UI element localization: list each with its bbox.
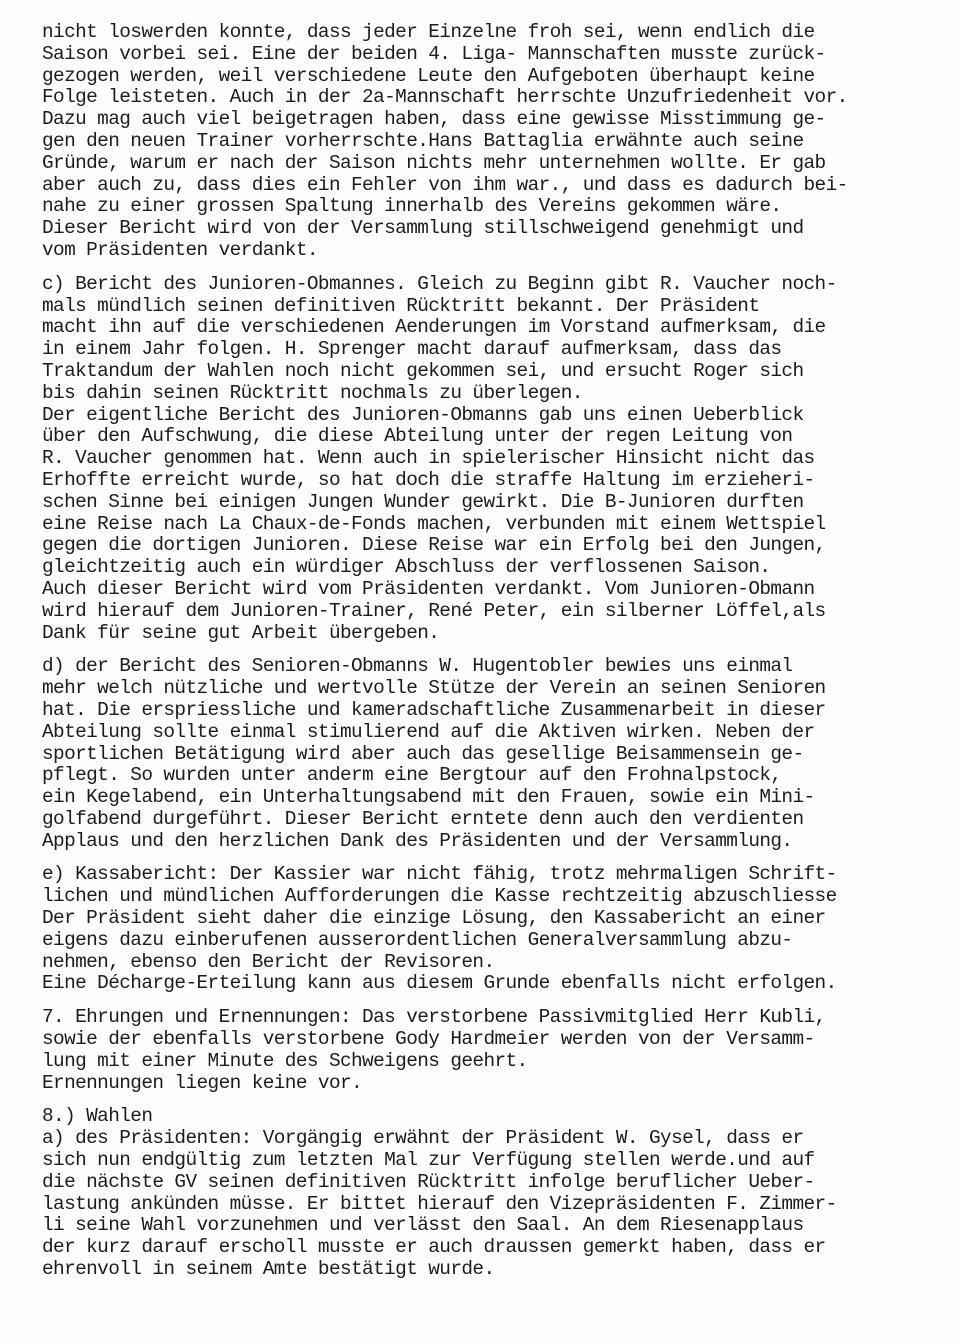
text-line: golfabend durgeführt. Dieser Bericht erntete denn auch den verdienten (42, 807, 804, 830)
text-line: macht ihn auf die verschiedenen Aenderungen im Vorstand aufmerksam, die (42, 316, 826, 339)
text-line: Traktandum der Wahlen noch nicht gekommen sei, und ersucht Roger sich (42, 359, 804, 382)
text-line: bis dahin seinen Rücktritt nochmals zu überlegen. (42, 381, 583, 404)
text-line: vom Präsidenten verdankt. (42, 238, 318, 261)
text-line: nehmen, ebenso den Bericht der Revisoren. (42, 950, 495, 973)
text-line: gezogen werden, weil verschiedene Leute den Aufgeboten überhaupt keine (42, 64, 815, 87)
text-line: sowie der ebenfalls verstorbene Gody Hardmeier werden von der Versamm- (42, 1028, 815, 1051)
text-line: Ernennungen liegen keine vor. (42, 1071, 363, 1094)
text-line: lastung ankünden müsse. Er bittet hierauf den Vizepräsidenten F. Zimmer- (42, 1192, 837, 1215)
text-line: lung mit einer Minute des Schweigens geehrt. (42, 1049, 528, 1072)
paragraph-p2 (42, 274, 957, 645)
text-line: nahe zu einer grossen Spaltung innerhalb des Vereins gekommen wäre. (42, 195, 782, 218)
text-line: aber auch zu, dass dies ein Fehler von ihm war., und dass es dadurch bei- (42, 173, 848, 196)
text-line: li seine Wahl vorzunehmen und verlässt den Saal. An dem Riesenapplaus (42, 1214, 804, 1237)
text-line: ein Kegelabend, ein Unterhaltungsabend mit den Frauen, sowie ein Mini- (42, 786, 815, 809)
text-line: 8.) Wahlen (42, 1105, 153, 1128)
text-line: R. Vaucher genommen hat. Wenn auch in spielerischer Hinsicht nicht das (42, 447, 815, 470)
paragraph-p6 (42, 1106, 957, 1280)
text-line: sportlichen Betätigung wird aber auch das gesellige Beisammensein ge- (42, 742, 804, 765)
text-line: Der Präsident sieht daher die einzige Lösung, den Kassabericht an einer (42, 907, 826, 930)
text-line: Dieser Bericht wird von der Versammlung stillschweigend genehmigt und (42, 217, 804, 240)
paragraph-p5 (42, 1007, 957, 1094)
text-line: e) Kassabericht: Der Kassier war nicht fähig, trotz mehrmaligen Schrift- (42, 863, 837, 886)
paragraph-p1 (42, 22, 957, 262)
text-line: ehrenvoll in seinem Amte bestätigt wurde. (42, 1258, 495, 1281)
text-line: Eine Décharge-Erteilung kann aus diesem Grunde ebenfalls nicht erfolgen. (42, 972, 837, 995)
text-line: der kurz darauf erscholl musste er auch draussen gemerkt haben, dass er (42, 1236, 826, 1259)
paragraph-gap (42, 262, 957, 274)
text-line: mals mündlich seinen definitiven Rücktritt bekannt. Der Präsident (42, 294, 760, 317)
text-line: Der eigentliche Bericht des Junioren-Obmanns gab uns einen Ueberblick (42, 403, 804, 426)
text-line: schen Sinne bei einigen Jungen Wunder gewirkt. Die B-Junioren durften (42, 490, 804, 513)
text-line: Applaus und den herzlichen Dank des Präsidenten und der Versammlung. (42, 829, 793, 852)
text-line: nicht loswerden konnte, dass jeder Einzelne froh sei, wenn endlich die (42, 21, 815, 43)
text-line: Auch dieser Bericht wird vom Präsidenten verdankt. Vom Junioren-Obmann (42, 577, 815, 600)
text-line: die nächste GV seinen definitiven Rücktritt infolge beruflicher Ueber- (42, 1170, 815, 1193)
text-line: hat. Die erspriessliche und kameradschaftliche Zusammenarbeit in dieser (42, 698, 826, 721)
text-line: mehr welch nützliche und wertvolle Stütze der Verein an seinen Senioren (42, 677, 826, 700)
text-line: Dazu mag auch viel beigetragen haben, dass eine gewisse Misstimmung ge- (42, 108, 826, 131)
text-line: Dank für seine gut Arbeit übergeben. (42, 621, 440, 644)
text-line: d) der Bericht des Senioren-Obmanns W. Hugentobler bewies uns einmal (42, 655, 793, 678)
text-line: c) Bericht des Junioren-Obmannes. Gleich zu Beginn gibt R. Vaucher noch- (42, 272, 837, 295)
text-line: eine Reise nach La Chaux-de-Fonds machen, verbunden mit einem Wettspiel (42, 512, 826, 535)
text-line: über den Aufschwung, die diese Abteilung unter der regen Leitung von (42, 425, 793, 448)
text-line: eigens dazu einberufenen ausserordentlichen Generalversammlung abzu- (42, 928, 793, 951)
text-line: 7. Ehrungen und Ernennungen: Das verstorbene Passivmitglied Herr Kubli, (42, 1006, 826, 1029)
paragraph-p4 (42, 864, 957, 995)
text-line: gen den neuen Trainer vorherrschte.Hans Battaglia erwähnte auch seine (42, 129, 804, 152)
text-line: gegen die dortigen Junioren. Diese Reise war ein Erfolg bei den Jungen, (42, 534, 826, 557)
paragraph-gap (42, 1094, 957, 1106)
text-line: sich nun endgültig zum letzten Mal zur Verfügung stellen werde.und auf (42, 1149, 815, 1172)
text-line: Erhoffte erreicht wurde, so hat doch die straffe Haltung im erzieheri- (42, 468, 815, 491)
text-line: a) des Präsidenten: Vorgängig erwähnt der Präsident W. Gysel, dass er (42, 1127, 804, 1150)
text-line: Folge leisteten. Auch in der 2a-Mannschaft herrschte Unzufriedenheit vor. (42, 86, 848, 109)
text-line: gleichtzeitig auch ein würdiger Abschluss der verflossenen Saison. (42, 556, 771, 579)
text-line: Saison vorbei sei. Eine der beiden 4. Liga- Mannschaften musste zurück- (42, 42, 826, 65)
text-line: Abteilung sollte einmal stimulierend auf die Aktiven wirken. Neben der (42, 720, 815, 743)
text-line: Gründe, warum er nach der Saison nichts mehr unternehmen wollte. Er gab (42, 151, 826, 174)
text-line: lichen und mündlichen Aufforderungen die Kasse rechtzeitig abzuschliesse (42, 885, 837, 908)
paragraph-p3 (42, 656, 957, 852)
document-body (42, 22, 957, 1281)
text-line: in einem Jahr folgen. H. Sprenger macht darauf aufmerksam, dass das (42, 338, 782, 361)
text-line: wird hierauf dem Junioren-Trainer, René Peter, ein silberner Löffel,als (42, 599, 826, 622)
text-line: pflegt. So wurden unter anderm eine Bergtour auf den Frohnalpstock, (42, 764, 782, 787)
